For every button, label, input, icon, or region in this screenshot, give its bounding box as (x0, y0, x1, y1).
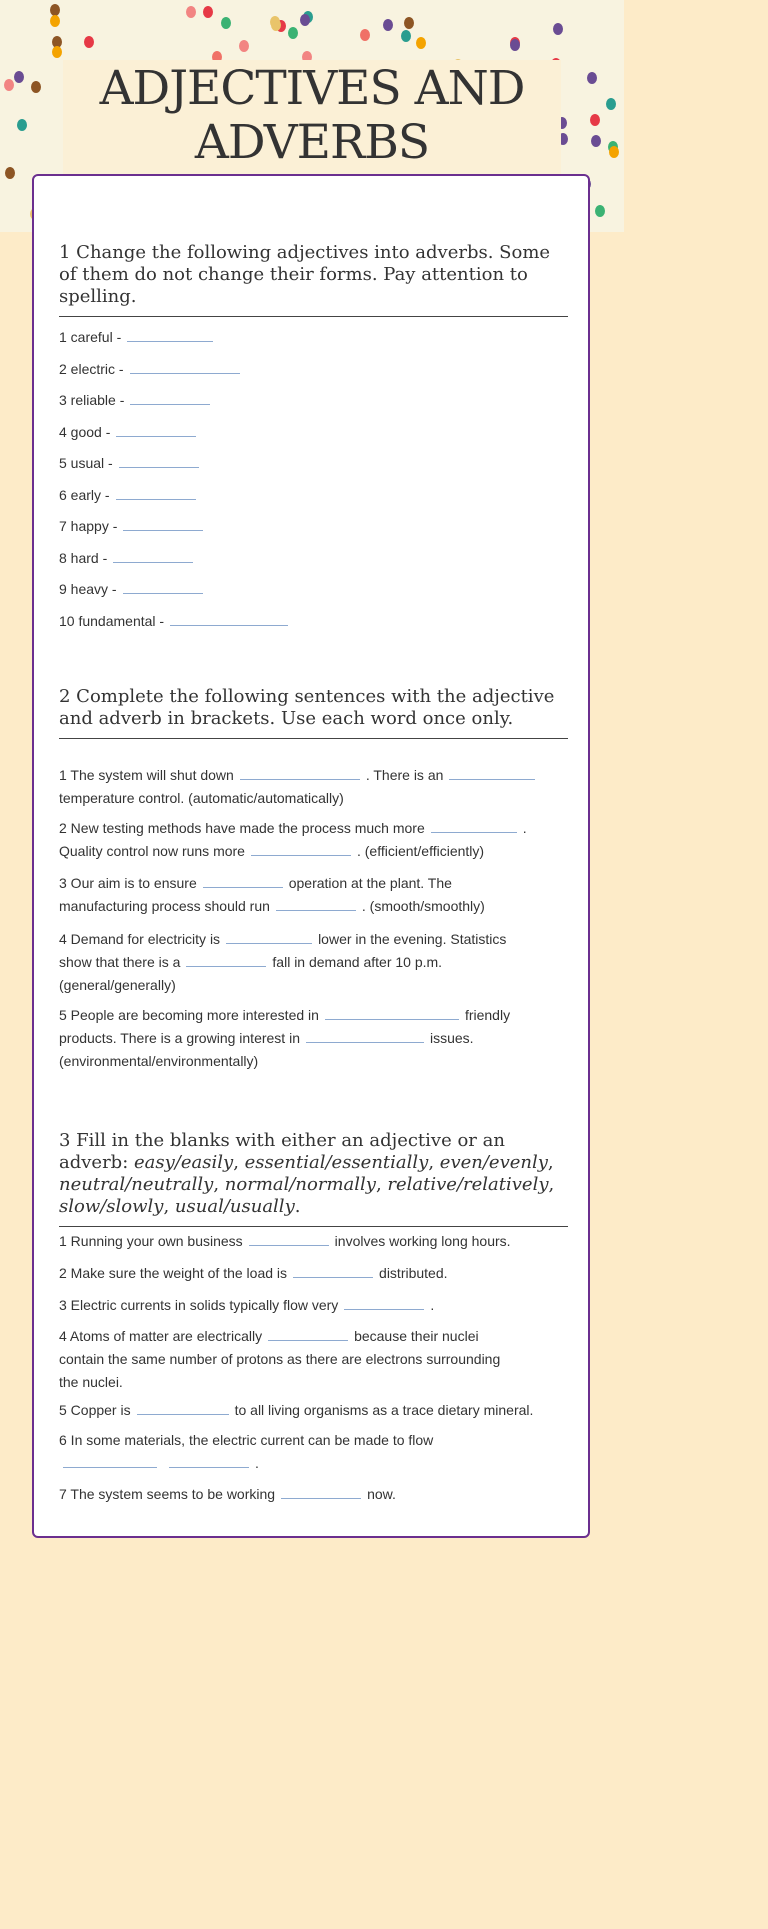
s3-sentence-4: 4 Atoms of matter are electrically because their nuclei contain the same number of protons as there are electrons surrounding the nuclei. (59, 1328, 501, 1390)
confetti-dot (52, 46, 62, 58)
confetti-dot (300, 14, 310, 26)
confetti-dot (590, 114, 600, 126)
answer-blank[interactable] (226, 929, 312, 944)
word-option: neutral/neutrally (59, 1174, 214, 1195)
title-box (63, 60, 561, 174)
list-item: 6 early - (59, 484, 202, 507)
confetti-dot (270, 16, 280, 28)
confetti-dot (416, 37, 426, 49)
s3-sentence-7: 7 The system seems to be working now. (59, 1486, 396, 1502)
confetti-dot (606, 98, 616, 110)
confetti-dot (31, 81, 41, 93)
title-line-2: ADVERBS (194, 115, 430, 170)
answer-blank[interactable] (293, 1263, 373, 1278)
s2-sentence-3: 3 Our aim is to ensure operation at the plant. The manufacturing process should run . (smooth/smoothly) (59, 875, 485, 914)
answer-blank[interactable] (186, 952, 266, 967)
word-option: easy/easily (134, 1152, 234, 1173)
confetti-dot (5, 167, 15, 179)
confetti-dot (553, 23, 563, 35)
word-option: normal/normally (224, 1174, 376, 1195)
confetti-dot (360, 29, 370, 41)
section-3 (59, 1130, 568, 1502)
section-2 (59, 686, 568, 1069)
list-item: 4 good - (59, 421, 202, 444)
section-3-heading: 3 Fill in the blanks with either an adjective or an adverb: easy/easily, essential/essentially, even/evenly, neutral/neutrally, normal/normally, relative/relatively, slow/slowly, usual/usually. (59, 1130, 568, 1227)
worksheet-card (32, 174, 590, 1538)
answer-blank[interactable] (268, 1326, 348, 1341)
answer-blank[interactable] (251, 841, 351, 856)
confetti-dot (84, 36, 94, 48)
list-item: 7 happy - (59, 515, 209, 538)
confetti-dot (404, 17, 414, 29)
answer-blank[interactable] (127, 327, 213, 342)
s3-sentence-1: 1 Running your own business involves working long hours. (59, 1233, 511, 1249)
list-item: 8 hard - (59, 547, 199, 570)
answer-blank[interactable] (344, 1295, 424, 1310)
s2-sentence-1: 1 The system will shut down . There is an temperature control. (automatic/automatically) (59, 764, 568, 810)
list-item: 1 careful - (59, 326, 219, 349)
word-option: relative/relatively (387, 1174, 549, 1195)
confetti-dot (383, 19, 393, 31)
answer-blank[interactable] (123, 516, 203, 531)
answer-blank[interactable] (116, 422, 196, 437)
section-1 (59, 242, 568, 629)
s3-sentence-5: 5 Copper is to all living organisms as a trace dietary mineral. (59, 1402, 534, 1418)
word-option: slow/slowly (59, 1196, 164, 1217)
word-option: even/evenly (439, 1152, 548, 1173)
answer-blank[interactable] (240, 765, 360, 780)
word-option: essential/essentially (244, 1152, 429, 1173)
s3-sentence-2: 2 Make sure the weight of the load is distributed. (59, 1265, 448, 1281)
confetti-dot (17, 119, 27, 131)
answer-blank[interactable] (130, 390, 210, 405)
answer-blank[interactable] (123, 579, 203, 594)
section-1-heading: 1 Change the following adjectives into adverbs. Some of them do not change their forms. Pay attention to spelling. (59, 242, 568, 317)
confetti-dot (510, 39, 520, 51)
answer-blank[interactable] (130, 359, 240, 374)
s3-sentence-3: 3 Electric currents in solids typically flow very . (59, 1297, 435, 1313)
confetti-dot (203, 6, 213, 18)
answer-blank[interactable] (431, 818, 517, 833)
answer-blank[interactable] (63, 1453, 157, 1468)
confetti-dot (595, 205, 605, 217)
confetti-dot (221, 17, 231, 29)
s2-sentence-5: 5 People are becoming more interested in friendly products. There is a growing interest in issues. (environmental/environmentally) (59, 1007, 511, 1069)
list-item: 9 heavy - (59, 578, 209, 601)
answer-blank[interactable] (306, 1028, 424, 1043)
answer-blank[interactable] (325, 1005, 459, 1020)
answer-blank[interactable] (113, 548, 193, 563)
section-2-heading: 2 Complete the following sentences with the adjective and adverb in brackets. Use each word once only. (59, 686, 568, 739)
confetti-dot (186, 6, 196, 18)
answer-blank[interactable] (249, 1231, 329, 1246)
answer-blank[interactable] (203, 873, 283, 888)
confetti-dot (14, 71, 24, 83)
list-item: 2 electric - (59, 358, 246, 381)
s2-sentence-2: 2 New testing methods have made the process much more . Quality control now runs more . (efficient/efficiently) (59, 820, 527, 859)
answer-blank[interactable] (116, 485, 196, 500)
list-item: 3 reliable - (59, 389, 216, 412)
answer-blank[interactable] (449, 765, 535, 780)
confetti-dot (288, 27, 298, 39)
confetti-dot (50, 15, 60, 27)
confetti-dot (401, 30, 411, 42)
s2-sentence-4: 4 Demand for electricity is lower in the evening. Statistics show that there is a fall in demand after 10 p.m. (general/generally) (59, 931, 507, 993)
answer-blank[interactable] (281, 1484, 361, 1499)
confetti-dot (4, 79, 14, 91)
confetti-dot (587, 72, 597, 84)
answer-blank[interactable] (170, 611, 288, 626)
list-item: 5 usual - (59, 452, 205, 475)
answer-blank[interactable] (119, 453, 199, 468)
answer-blank[interactable] (137, 1400, 229, 1415)
title-line-1: ADJECTIVES AND (99, 61, 525, 116)
page-title (63, 62, 561, 170)
confetti-dot (591, 135, 601, 147)
list-item: 10 fundamental - (59, 610, 294, 633)
word-option: usual/usually (174, 1196, 295, 1217)
s3-sentence-6: 6 In some materials, the electric current can be made to flow . (59, 1432, 434, 1471)
confetti-dot (609, 146, 619, 158)
answer-blank[interactable] (169, 1453, 249, 1468)
confetti-dot (239, 40, 249, 52)
answer-blank[interactable] (276, 896, 356, 911)
